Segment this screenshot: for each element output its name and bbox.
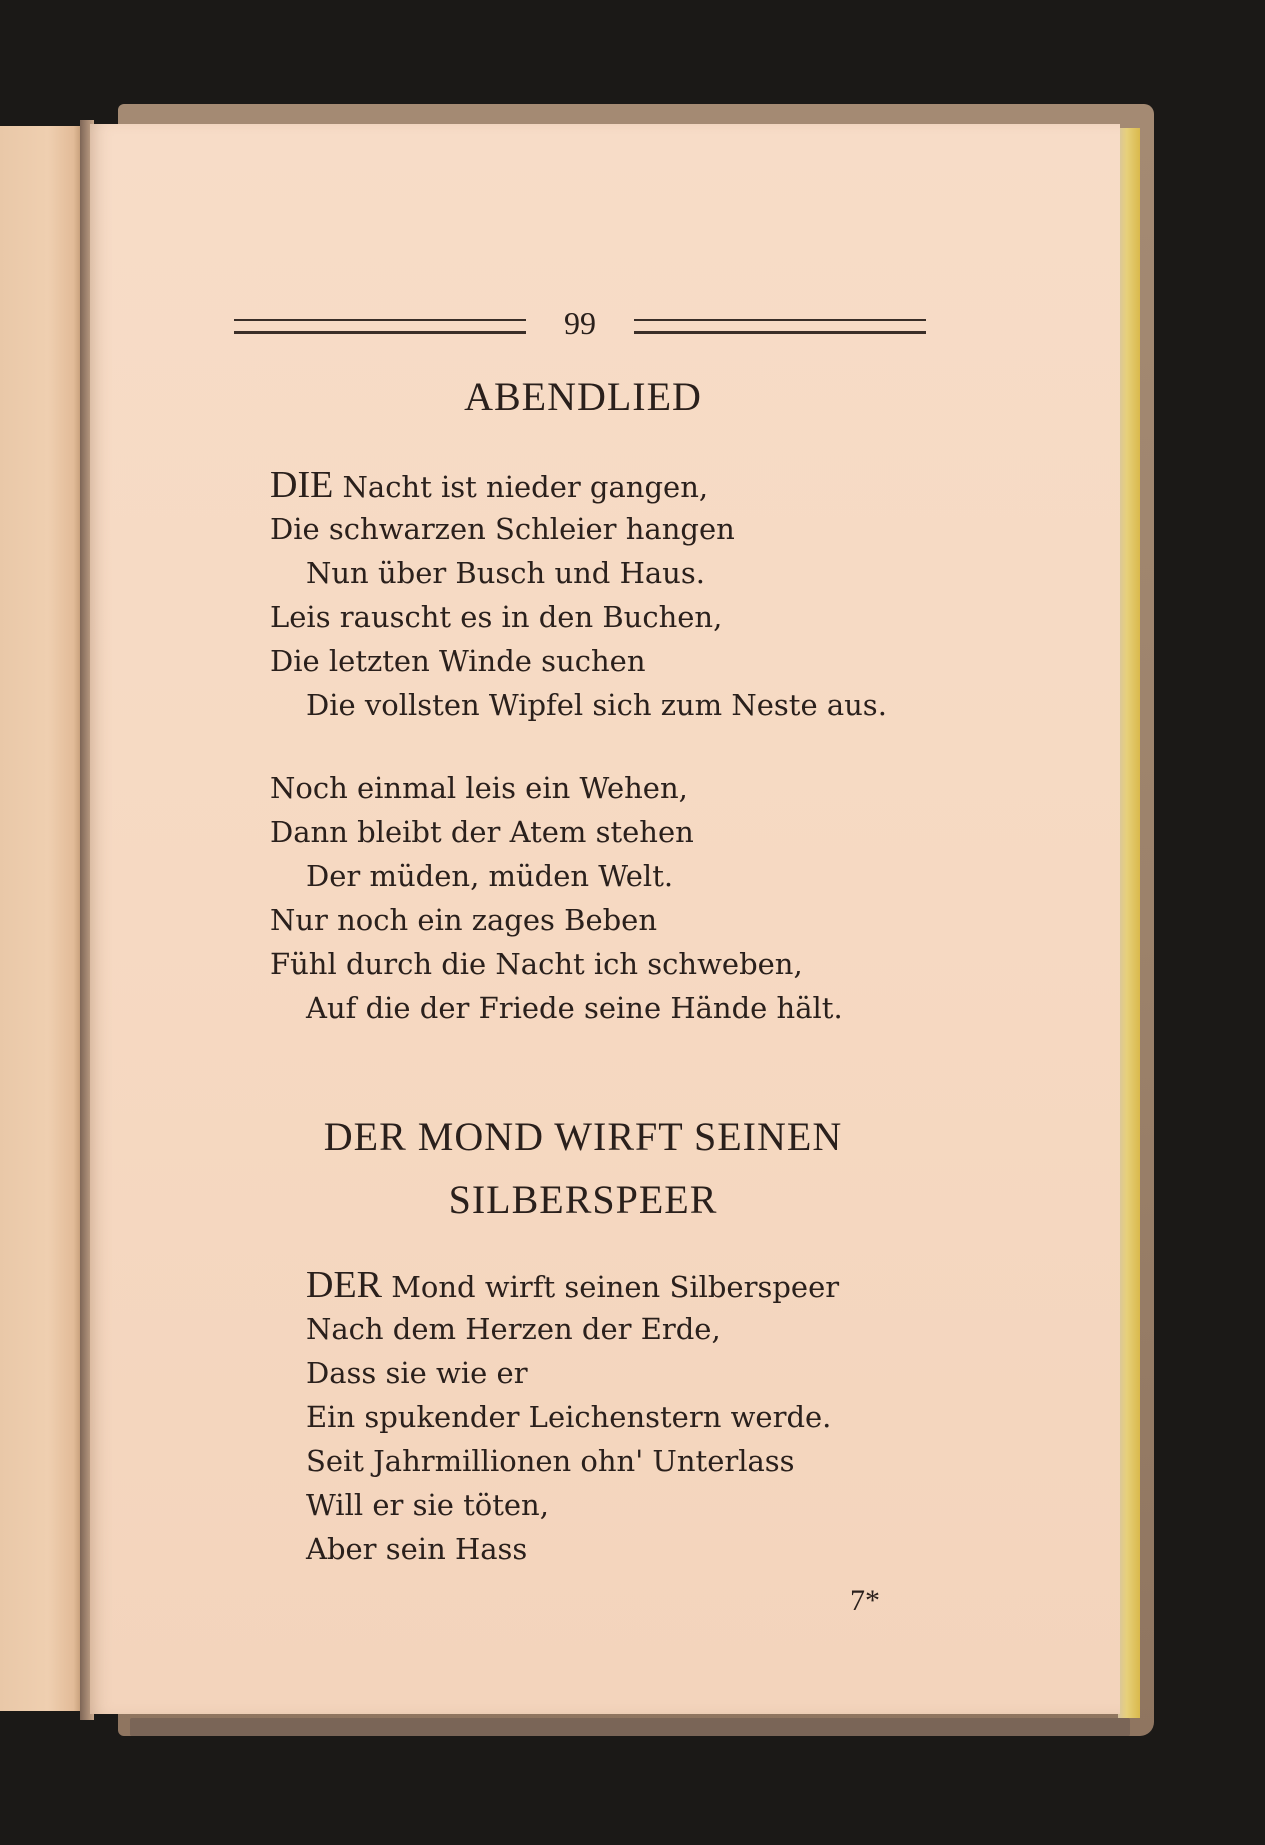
poem-title-line-1: DER MOND WIRFT SEINEN (323, 1114, 843, 1159)
verse-line: DER Mond wirft seinen Silberspeer (306, 1264, 840, 1306)
verse-line: Fühl durch die Nacht ich schweben, (270, 947, 803, 981)
cover-bottom-edge (130, 1718, 1130, 1736)
verse-line: Dann bleibt der Atem stehen (270, 815, 694, 849)
verse-line: Noch einmal leis ein Wehen, (270, 771, 688, 805)
verse-line: Die schwarzen Schleier hangen (270, 512, 735, 546)
verse-line: Will er sie töten, (306, 1488, 549, 1522)
stanza-3 (306, 1263, 839, 1571)
verse-line: Die vollsten Wipfel sich zum Neste aus. (306, 688, 887, 722)
verse-line: Auf die der Friede seine Hände hält. (306, 991, 843, 1025)
stanza-2 (270, 766, 843, 1030)
running-header (0, 305, 1265, 345)
verse-line: Leis rauscht es in den Buchen, (270, 600, 723, 634)
verse-line: Dass sie wie er (306, 1356, 528, 1390)
left-facing-page (0, 126, 80, 1711)
page-edges (1118, 128, 1140, 1718)
dropcap: DER (306, 1264, 382, 1306)
verse-line: Der müden, müden Welt. (306, 859, 674, 893)
header-rule-right (634, 319, 926, 334)
verse-line: Seit Jahrmillionen ohn' Unterlass (306, 1444, 795, 1478)
poem-title-line-2: SILBERSPEER (448, 1177, 718, 1222)
header-rule-left (234, 319, 526, 334)
signature-mark: 7* (850, 1584, 880, 1617)
dropcap: DIE (270, 464, 334, 506)
verse-line: Nur noch ein zages Beben (270, 903, 658, 937)
verse-line: Nach dem Herzen der Erde, (306, 1312, 721, 1346)
page-number: 99 (564, 305, 596, 341)
verse-line: Aber sein Hass (306, 1532, 528, 1566)
stanza-1 (270, 463, 887, 727)
verse-line: Ein spukender Leichenstern werde. (306, 1400, 832, 1434)
verse-line: Die letzten Winde suchen (270, 644, 646, 678)
verse-line: DIE Nacht ist nieder gangen, (270, 464, 709, 506)
poem-title-abendlied: ABENDLIED (464, 374, 702, 419)
verse-line: Nun über Busch und Haus. (306, 556, 705, 590)
